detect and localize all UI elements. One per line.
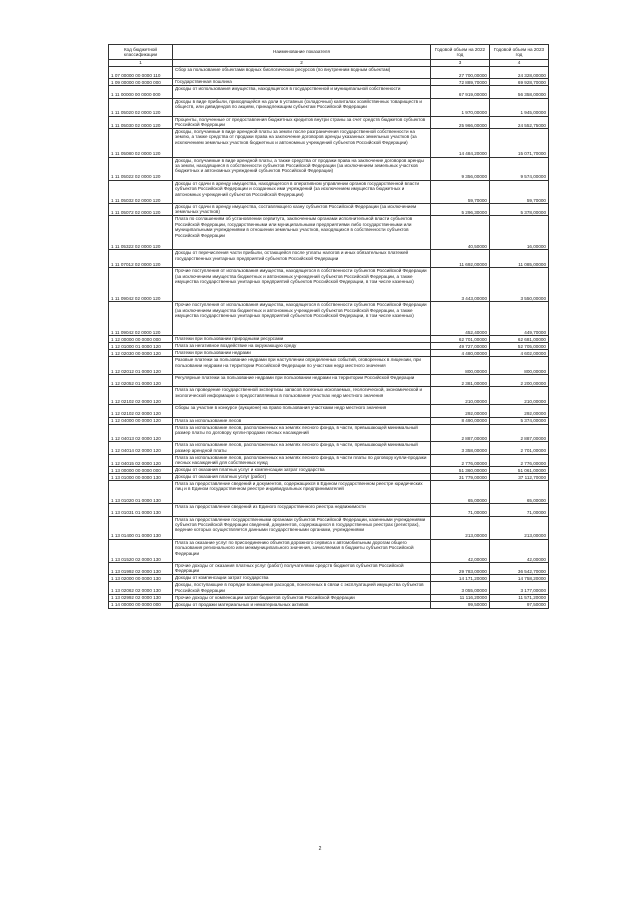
- row-value-2023: 15 071,70000: [490, 128, 549, 157]
- row-value-2023: 51 061,00000: [490, 467, 549, 474]
- row-name: Доходы от перечисления части прибыли, остающейся после уплаты налогов и иных обязательных платежей государственных унитарных предприятий субъектов Российской Федерации: [173, 250, 431, 268]
- row-value-2023: 213,00000: [490, 516, 549, 539]
- row-code: 1 11 05072 02 0000 120: [109, 203, 173, 215]
- row-value-2023: 52 705,00000: [490, 343, 549, 350]
- row-name: Плата за оказание услуг по присоединению объектов дорожного сервиса к автомобильным дорогам общего пользования регионального или межмуниципального значения, зачисляемая в бюджеты субъектов Российской Федерации: [173, 539, 431, 562]
- table-row: [109, 216, 549, 250]
- table-row: [109, 594, 549, 601]
- table-row: [109, 250, 549, 268]
- table-row: [109, 563, 549, 575]
- row-code: 1 09 00000 00 0000 000: [109, 79, 173, 86]
- row-name: Доходы от оказания платных услуг и компенсации затрат государства: [173, 467, 431, 474]
- row-value-2022: 65,00000: [431, 481, 490, 504]
- row-value-2022: 67 919,00000: [431, 86, 490, 98]
- row-code: 1 12 02012 01 0000 120: [109, 357, 173, 375]
- header-2022: Годовой объем на 2022 год: [431, 45, 490, 60]
- row-value-2022: 31 779,00000: [431, 474, 490, 481]
- row-name: Плата за проведение государственной экспертизы запасов полезных ископаемых, геологической, экономической и экологической информации о предоставляемых в пользование участках недр местного значения: [173, 387, 431, 405]
- table-row: [109, 442, 549, 454]
- table-row: [109, 575, 549, 582]
- row-name: Прочие поступления от использования имущества, находящегося в собственности субъектов Российской Федерации (за исключением имущества бюджетных и автономных учреждений субъектов Российской Федерации, а также имущества государственных унитарных предприятий субъектов Российской Федерации, в том числе казенных): [173, 268, 431, 302]
- row-code: 1 07 00000 00 0000 110: [109, 67, 173, 79]
- row-code: 1 11 05030 02 0000 120: [109, 116, 173, 128]
- row-value-2022: 99,50000: [431, 601, 490, 608]
- column-index-row: [109, 60, 549, 67]
- row-name: Платежи при пользовании природными ресурсами: [173, 336, 431, 343]
- row-value-2022: 1 970,00000: [431, 98, 490, 116]
- row-value-2022: 3 055,00000: [431, 582, 490, 594]
- row-name: Доходы, поступающие в порядке возмещения расходов, понесенных в связи с эксплуатацией имущества субъектов Российской Федерации: [173, 582, 431, 594]
- row-name: Плата по соглашениям об установлении сервитута, заключенным органами исполнительной власти субъектов Российской Федерации, государственными или муниципальными предприятиями либо государственными или муниципальными учреждениями в отношении земельных участков, находящихся в собственности субъектов Российской Федерации: [173, 216, 431, 250]
- row-code: 1 13 01520 02 0000 130: [109, 539, 173, 562]
- row-code: 1 13 01992 02 0000 130: [109, 563, 173, 575]
- row-code: 1 12 00000 00 0000 000: [109, 336, 173, 343]
- header-row: [109, 45, 549, 60]
- row-code: 1 12 04015 02 0000 120: [109, 454, 173, 466]
- table-row: [109, 180, 549, 203]
- column-index: 3: [431, 60, 490, 67]
- row-value-2022: 27 700,00000: [431, 67, 490, 79]
- row-name: Сборы за участие в конкурсе (аукционе) на право пользования участками недр местного значения: [173, 405, 431, 417]
- table-row: [109, 516, 549, 539]
- row-name: Плата за предоставление сведений из Единого государственного реестра недвижимости: [173, 504, 431, 516]
- table-row: [109, 79, 549, 86]
- table-row: [109, 405, 549, 417]
- row-code: 1 13 02992 02 0000 130: [109, 594, 173, 601]
- row-code: 1 14 00000 00 0000 000: [109, 601, 173, 608]
- table-body: [109, 67, 549, 609]
- row-name: Разовые платежи за пользование недрами при наступлении определенных событий, оговоренных в лицензии, при пользовании недрами на территории Российской Федерации по участкам недр местного значения: [173, 357, 431, 375]
- row-value-2023: 59,70000: [490, 180, 549, 203]
- column-index: 4: [490, 60, 549, 67]
- table-row: [109, 374, 549, 386]
- table-row: [109, 539, 549, 562]
- row-value-2022: 29 783,00000: [431, 563, 490, 575]
- header-2023: Годовой объем на 2023 год: [490, 45, 549, 60]
- row-value-2022: 14 484,20000: [431, 128, 490, 157]
- row-value-2023: 4 602,00000: [490, 350, 549, 357]
- row-value-2023: 24 552,75000: [490, 116, 549, 128]
- row-name: Плата за предоставление сведений и документов, содержащихся в Едином государственном реестре юридических лиц и в Едином государственном реестре индивидуальных предпринимателей: [173, 481, 431, 504]
- row-code: 1 11 05032 02 0000 120: [109, 180, 173, 203]
- row-value-2023: 1 945,00000: [490, 98, 549, 116]
- row-value-2022: 11 116,20000: [431, 594, 490, 601]
- row-value-2023: 292,00000: [490, 405, 549, 417]
- table-row: [109, 474, 549, 481]
- row-code: 1 13 01400 01 0000 130: [109, 516, 173, 539]
- revenue-table: [108, 44, 549, 609]
- row-value-2022: 8 490,00000: [431, 417, 490, 424]
- row-name: Прочие доходы от оказания платных услуг (работ) получателями средств бюджетов субъектов Российской Федерации: [173, 563, 431, 575]
- row-code: 1 11 00000 00 0000 000: [109, 86, 173, 98]
- row-name: Плата за негативное воздействие на окружающую среду: [173, 343, 431, 350]
- row-code: 1 12 04013 02 0000 120: [109, 424, 173, 442]
- row-name: Плата за предоставление государственными органами субъектов Российской Федерации, казенными учреждениями субъектов Российской Федерации сведений, документов, содержащихся в государственных реестрах (регистрах), ведение которых осуществляется данными государственными органами, учреждениями: [173, 516, 431, 539]
- row-value-2022: 71,00000: [431, 504, 490, 516]
- row-value-2023: 56 358,00000: [490, 86, 549, 98]
- row-value-2022: 2 381,00000: [431, 374, 490, 386]
- table-row: [109, 302, 549, 336]
- row-code: 1 13 00000 00 0000 000: [109, 467, 173, 474]
- table-row: [109, 387, 549, 405]
- row-value-2023: 210,00000: [490, 387, 549, 405]
- table-row: [109, 357, 549, 375]
- row-value-2023: 11 085,00000: [490, 250, 549, 268]
- row-value-2023: 3 550,00000: [490, 268, 549, 302]
- row-value-2022: 40,50000: [431, 216, 490, 250]
- row-name: Прочие поступления от использования имущества, находящегося в собственности субъектов Российской Федерации (за исключением имущества бюджетных и автономных учреждений субъектов Российской Федерации, а также имущества государственных унитарных предприятий субъектов Российской Федерации, в том числе казенных): [173, 302, 431, 336]
- row-value-2022: 11 692,00000: [431, 250, 490, 268]
- row-code: 1 13 01020 01 0000 130: [109, 481, 173, 504]
- row-value-2023: 97,50000: [490, 601, 549, 608]
- table-row: [109, 467, 549, 474]
- row-name: Проценты, полученные от предоставления бюджетных кредитов внутри страны за счет средств бюджетов субъектов Российской Федерации: [173, 116, 431, 128]
- row-name: Плата за использование лесов: [173, 417, 431, 424]
- row-value-2022: 72 889,70000: [431, 79, 490, 86]
- table-row: [109, 128, 549, 157]
- row-value-2022: 210,00000: [431, 387, 490, 405]
- row-value-2022: 49 727,00000: [431, 343, 490, 350]
- row-value-2023: 11 571,20000: [490, 594, 549, 601]
- table-row: [109, 98, 549, 116]
- row-code: 1 13 01031 01 0000 130: [109, 504, 173, 516]
- table-row: [109, 268, 549, 302]
- row-value-2022: 213,00000: [431, 516, 490, 539]
- row-value-2022: 25 966,00000: [431, 116, 490, 128]
- row-value-2022: 42,00000: [431, 539, 490, 562]
- table-row: [109, 601, 549, 608]
- row-value-2022: 3 443,00000: [431, 268, 490, 302]
- row-name: Доходы, получаемые в виде арендной платы за земли после разграничения государственной собственности на землю, а также средства от продажи права на заключение договоров аренды указанных земельных участков (за исключением земельных участков бюджетных и автономных учреждений субъектов Российской Федерации): [173, 128, 431, 157]
- table-row: [109, 116, 549, 128]
- row-value-2022: 2 776,00000: [431, 454, 490, 466]
- table-row: [109, 157, 549, 180]
- row-code: 1 11 05020 02 0000 120: [109, 98, 173, 116]
- header-code: Код бюджетной классификации: [109, 45, 173, 60]
- row-code: 1 12 02052 01 0000 120: [109, 374, 173, 386]
- row-name: Доходы от продажи материальных и нематериальных активов: [173, 601, 431, 608]
- row-value-2023: 37 112,70000: [490, 474, 549, 481]
- row-code: 1 11 09042 02 0000 120: [109, 302, 173, 336]
- row-name: Доходы от сдачи в аренду имущества, составляющего казну субъектов Российской Федерации (за исключением земельных участков): [173, 203, 431, 215]
- row-value-2022: 51 360,00000: [431, 467, 490, 474]
- page-number: 2: [318, 846, 322, 852]
- row-name: Доходы от сдачи в аренду имущества, находящегося в оперативном управлении органов государственной власти субъектов Российской Федерации и созданных ими учреждений (за исключением имущества бюджетных и автономных учреждений субъектов Российской Федерации): [173, 180, 431, 203]
- row-value-2022: 800,00000: [431, 357, 490, 375]
- table-row: [109, 417, 549, 424]
- row-name: Регулярные платежи за пользование недрами при пользовании недрами на территории Российской Федерации: [173, 374, 431, 386]
- row-name: Доходы в виде прибыли, приходящейся на доли в уставных (складочных) капиталах хозяйственных товариществ и обществ, или дивидендов по акциям, принадлежащим субъектам Российской Федерации: [173, 98, 431, 116]
- row-code: 1 12 04000 00 0000 120: [109, 417, 173, 424]
- row-name: Доходы от компенсации затрат государства: [173, 575, 431, 582]
- row-code: 1 11 05080 02 0000 120: [109, 128, 173, 157]
- row-value-2023: 42,00000: [490, 539, 549, 562]
- row-name: Сбор за пользование объектами водных биологических ресурсов (по внутренним водным объектам): [173, 67, 431, 79]
- table-row: [109, 504, 549, 516]
- row-value-2022: 14 171,20000: [431, 575, 490, 582]
- row-name: Доходы, получаемые в виде арендной платы, а также средства от продажи права на заключение договоров аренды за земли, находящиеся в собственности субъектов Российской Федерации (за исключением земельных участков бюджетных и автономных учреждений субъектов Российской Федерации): [173, 157, 431, 180]
- table-row: [109, 336, 549, 343]
- row-value-2023: 2 776,00000: [490, 454, 549, 466]
- row-name: Плата за использование лесов, расположенных на землях лесного фонда, в части, превышающей минимальный размер арендной платы: [173, 442, 431, 454]
- row-code: 1 12 02030 00 0000 120: [109, 350, 173, 357]
- row-value-2023: 14 758,20000: [490, 575, 549, 582]
- row-name: Платежи при пользовании недрами: [173, 350, 431, 357]
- row-value-2022: 4 480,00000: [431, 350, 490, 357]
- row-value-2023: 16,00000: [490, 216, 549, 250]
- row-value-2023: 9 574,00000: [490, 157, 549, 180]
- row-code: 1 12 04014 02 0000 120: [109, 442, 173, 454]
- row-code: 1 12 01000 01 0000 120: [109, 343, 173, 350]
- row-code: 1 11 05022 02 0000 120: [109, 157, 173, 180]
- row-value-2023: 449,70000: [490, 302, 549, 336]
- row-name: Доходы от оказания платных услуг (работ): [173, 474, 431, 481]
- row-value-2023: 5 378,00000: [490, 203, 549, 215]
- revenue-table-sheet: [108, 44, 548, 609]
- row-value-2023: 2 887,00000: [490, 424, 549, 442]
- row-value-2022: 9 356,00000: [431, 157, 490, 180]
- row-code: 1 13 01000 00 0000 130: [109, 474, 173, 481]
- row-value-2023: 800,00000: [490, 357, 549, 375]
- row-code: 1 13 02062 02 0000 130: [109, 582, 173, 594]
- row-value-2023: 36 542,70000: [490, 563, 549, 575]
- row-value-2023: 71,00000: [490, 504, 549, 516]
- row-value-2023: 2 701,00000: [490, 442, 549, 454]
- row-code: 1 11 05322 02 0000 120: [109, 216, 173, 250]
- table-row: [109, 343, 549, 350]
- row-value-2023: 65,00000: [490, 481, 549, 504]
- row-name: Прочие доходы от компенсации затрат бюджетов субъектов Российской Федерации: [173, 594, 431, 601]
- row-value-2023: 69 928,70000: [490, 79, 549, 86]
- row-code: 1 12 02102 02 0000 120: [109, 405, 173, 417]
- row-name: Плата за использование лесов, расположенных на землях лесного фонда, в части платы по договору купли-продажи лесных насаждений для собственных нужд: [173, 454, 431, 466]
- table-row: [109, 424, 549, 442]
- table-row: [109, 454, 549, 466]
- row-value-2022: 2 887,00000: [431, 424, 490, 442]
- column-index: 2: [173, 60, 431, 67]
- row-value-2022: 452,40000: [431, 302, 490, 336]
- row-value-2023: 5 374,00000: [490, 417, 549, 424]
- table-row: [109, 350, 549, 357]
- row-value-2022: 292,00000: [431, 405, 490, 417]
- row-code: 1 11 07012 02 0000 120: [109, 250, 173, 268]
- row-name: Плата за использование лесов, расположенных на землях лесного фонда, в части, превышающей минимальный размер платы по договору купли-продажи лесных насаждений: [173, 424, 431, 442]
- table-row: [109, 582, 549, 594]
- row-value-2023: 2 200,00000: [490, 374, 549, 386]
- row-value-2022: 59,70000: [431, 180, 490, 203]
- table-row: [109, 86, 549, 98]
- row-value-2023: 24 328,00000: [490, 67, 549, 79]
- table-row: [109, 67, 549, 79]
- row-name: Государственная пошлина: [173, 79, 431, 86]
- row-value-2022: 3 358,00000: [431, 442, 490, 454]
- row-value-2023: 62 681,00000: [490, 336, 549, 343]
- row-code: 1 13 02000 00 0000 130: [109, 575, 173, 582]
- row-name: Доходы от использования имущества, находящегося в государственной и муниципальной собственности: [173, 86, 431, 98]
- row-value-2022: 5 296,30000: [431, 203, 490, 215]
- header-name: Наименование показателя: [173, 45, 431, 60]
- table-row: [109, 203, 549, 215]
- row-code: 1 11 09042 02 0000 120: [109, 268, 173, 302]
- table-row: [109, 481, 549, 504]
- row-value-2023: 3 177,00000: [490, 582, 549, 594]
- row-value-2022: 62 701,00000: [431, 336, 490, 343]
- row-code: 1 12 02102 02 0000 120: [109, 387, 173, 405]
- column-index: 1: [109, 60, 173, 67]
